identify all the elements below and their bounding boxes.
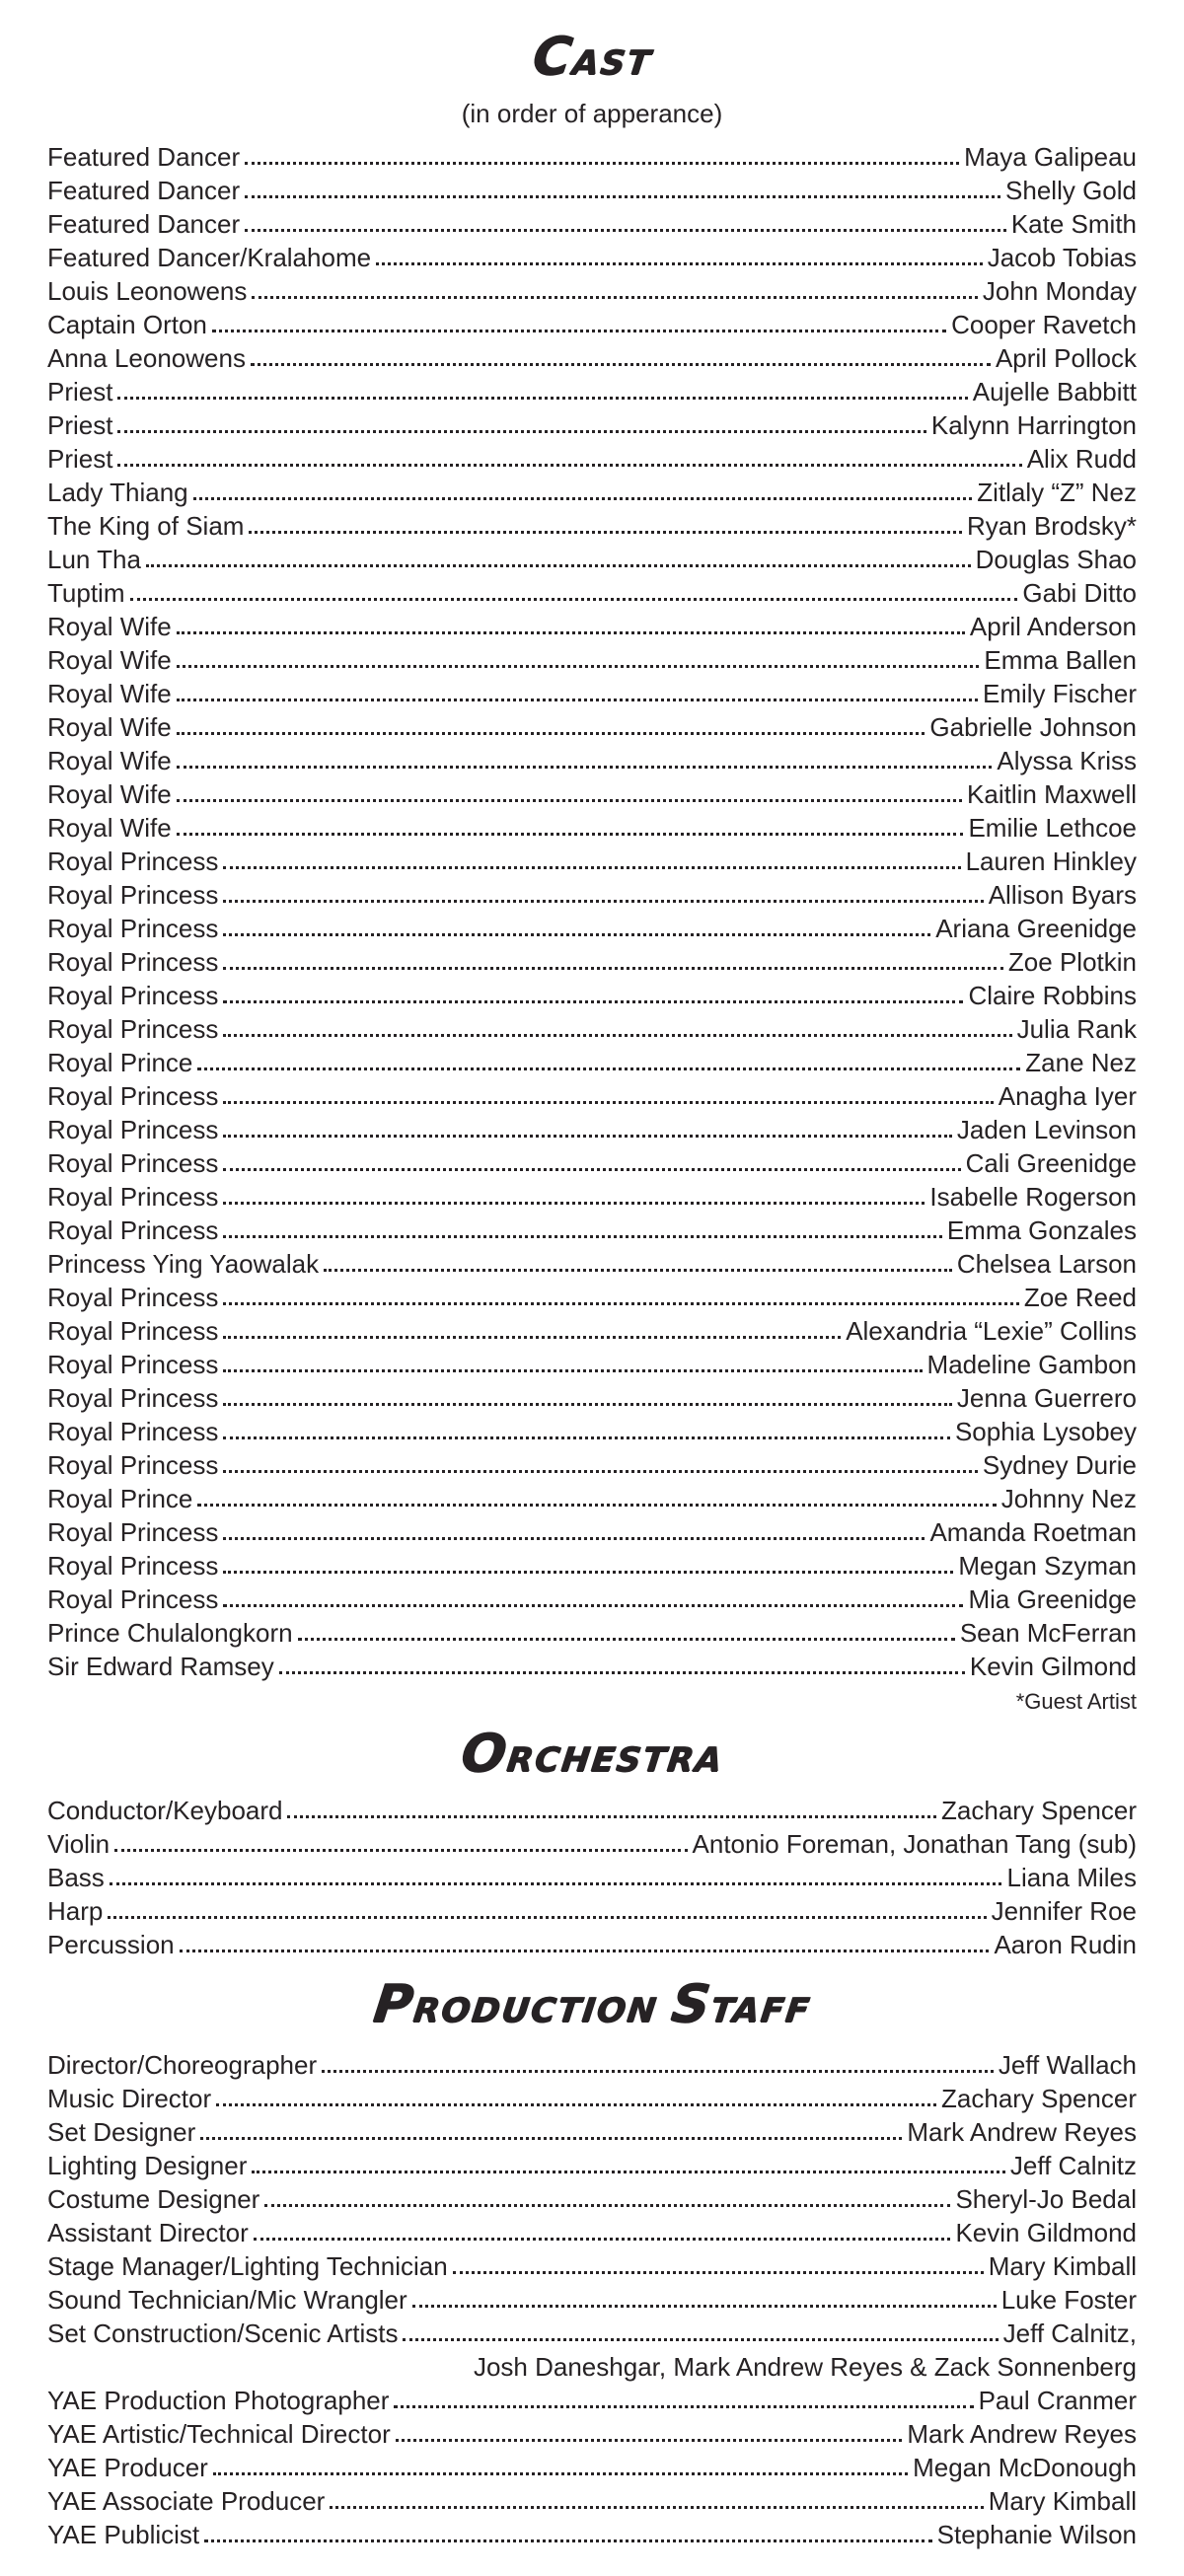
credit-row — [47, 1046, 1137, 1079]
dotted-leader — [197, 1504, 996, 1507]
credit-name: Emma Gonzales — [946, 1215, 1137, 1245]
title-word: PRODUCTION — [370, 1974, 660, 2034]
credit-row — [47, 677, 1137, 710]
credit-name: Claire Robbins — [968, 981, 1137, 1010]
credit-row — [47, 2249, 1137, 2283]
role-label: Royal Wife — [47, 645, 172, 675]
credit-row — [47, 1247, 1137, 1281]
role-label: Set Designer — [47, 2117, 196, 2147]
role-label: Lighting Designer — [47, 2151, 248, 2180]
title-word: CAST — [529, 27, 654, 87]
dotted-leader — [177, 799, 962, 802]
credit-row — [47, 442, 1137, 476]
dotted-leader — [249, 531, 962, 534]
credit-row — [47, 576, 1137, 610]
credit-row — [47, 2417, 1137, 2451]
credit-row — [47, 375, 1137, 408]
credit-row — [47, 710, 1137, 744]
credit-name: Jeff Calnitz — [1009, 2151, 1137, 2180]
credit-name: Mia Greenidge — [968, 1584, 1137, 1614]
credit-row — [47, 543, 1137, 576]
credit-name: Jenna Guerrero — [956, 1383, 1137, 1413]
credit-row — [47, 1482, 1137, 1515]
dotted-leader — [394, 2405, 973, 2408]
role-label: Lady Thiang — [47, 478, 188, 507]
credit-name: Gabi Ditto — [1022, 578, 1137, 608]
credit-name: Jacob Tobias — [987, 243, 1137, 272]
dotted-leader — [252, 296, 978, 299]
dotted-leader — [177, 732, 925, 735]
dotted-leader — [216, 2103, 936, 2106]
credit-row — [47, 1894, 1137, 1928]
dotted-leader — [146, 564, 971, 567]
credit-name: April Anderson — [969, 612, 1137, 641]
dotted-leader — [213, 2472, 908, 2475]
dotted-leader — [204, 2539, 932, 2542]
credit-row — [47, 1314, 1137, 1348]
credit-row — [47, 2484, 1137, 2518]
role-label: Music Director — [47, 2084, 212, 2113]
role-label: Royal Wife — [47, 779, 172, 809]
role-label: Royal Princess — [47, 1551, 219, 1581]
role-label: Bass — [47, 1863, 105, 1892]
dotted-leader — [223, 1537, 925, 1540]
role-label: Royal Prince — [47, 1484, 193, 1513]
dotted-leader — [223, 866, 960, 869]
credit-name: April Pollock — [995, 343, 1137, 373]
credit-row — [47, 1515, 1137, 1549]
credit-name: Jeff Wallach — [998, 2050, 1137, 2080]
credit-row — [47, 1616, 1137, 1650]
credit-row — [47, 509, 1137, 543]
role-label: YAE Production Photographer — [47, 2386, 390, 2415]
credit-name: Sydney Durie — [982, 1450, 1137, 1480]
role-label: Royal Princess — [47, 1283, 219, 1312]
dotted-leader — [223, 1436, 950, 1439]
role-label: Royal Princess — [47, 947, 219, 977]
credit-name: Kate Smith — [1010, 209, 1137, 239]
production-staff-list — [47, 2048, 1137, 2551]
role-label: Royal Princess — [47, 1182, 219, 1212]
dotted-leader — [223, 1571, 953, 1574]
credit-row — [47, 1113, 1137, 1146]
dotted-leader — [223, 1101, 993, 1104]
credit-row — [47, 845, 1137, 878]
dotted-leader — [245, 229, 1006, 232]
orchestra-list — [47, 1794, 1137, 1961]
dotted-leader — [403, 2338, 998, 2341]
dotted-leader — [130, 598, 1018, 601]
credit-row — [47, 643, 1137, 677]
role-label: Prince Chulalongkorn — [47, 1618, 293, 1648]
credit-name: Stephanie Wilson — [936, 2520, 1137, 2549]
credit-row — [47, 1582, 1137, 1616]
credit-name: Aaron Rudin — [994, 1930, 1137, 1959]
credit-name: Zachary Spencer — [941, 2084, 1137, 2113]
credit-name: Maya Galipeau — [964, 142, 1137, 172]
role-label: Royal Princess — [47, 1081, 219, 1111]
dotted-leader — [245, 162, 959, 165]
credit-name: Mary Kimball — [988, 2251, 1137, 2281]
credit-name: Zoe Reed — [1023, 1283, 1137, 1312]
dotted-leader — [412, 2305, 997, 2308]
role-label: Anna Leonowens — [47, 343, 246, 373]
role-label: Violin — [47, 1829, 111, 1859]
role-label: Royal Princess — [47, 1417, 219, 1446]
credit-name: Paul Cranmer — [978, 2386, 1137, 2415]
credit-row — [47, 1549, 1137, 1582]
dotted-leader — [324, 1269, 952, 1272]
credit-name: John Monday — [982, 276, 1137, 306]
dotted-leader — [223, 1470, 978, 1473]
role-label: Royal Princess — [47, 880, 219, 910]
dotted-leader — [251, 363, 991, 366]
dotted-leader — [322, 2070, 994, 2073]
dotted-leader — [254, 2238, 951, 2241]
dotted-leader — [223, 933, 930, 936]
role-label: Royal Prince — [47, 1048, 193, 1077]
credit-name: Douglas Shao — [975, 545, 1137, 574]
credit-name: Ryan Brodsky* — [967, 511, 1137, 541]
credit-row — [47, 1650, 1137, 1683]
role-label: Costume Designer — [47, 2184, 260, 2214]
role-label: Royal Princess — [47, 1014, 219, 1044]
dotted-leader — [223, 1302, 1018, 1305]
dotted-leader — [264, 2204, 950, 2207]
credit-row — [47, 140, 1137, 174]
role-label: The King of Siam — [47, 511, 245, 541]
title-word: ORCHESTRA — [457, 1724, 726, 1784]
dotted-leader — [177, 833, 964, 836]
credit-name: Anagha Iyer — [998, 1081, 1137, 1111]
role-label: Priest — [47, 410, 113, 440]
dotted-leader — [212, 330, 946, 332]
role-label: Lun Tha — [47, 545, 141, 574]
credit-name: Zitlaly “Z” Nez — [977, 478, 1137, 507]
credit-name: Aujelle Babbitt — [972, 377, 1137, 406]
role-label: YAE Publicist — [47, 2520, 200, 2549]
dotted-leader — [180, 1950, 990, 1952]
dotted-leader — [223, 1034, 1011, 1037]
credit-row — [47, 1861, 1137, 1894]
dotted-leader — [223, 1168, 960, 1171]
dotted-leader — [252, 2171, 1005, 2173]
dotted-leader — [279, 1671, 965, 1674]
dotted-leader — [223, 1336, 841, 1339]
role-label: Royal Wife — [47, 612, 172, 641]
credit-name: Jennifer Roe — [991, 1896, 1137, 1926]
role-label: Tuptim — [47, 578, 125, 608]
dotted-leader — [376, 262, 983, 265]
guest-artist-footnote: *Guest Artist — [1015, 1689, 1137, 1714]
credit-name: Allison Byars — [988, 880, 1137, 910]
credit-name: Mark Andrew Reyes — [907, 2419, 1137, 2449]
role-label: Royal Princess — [47, 1316, 219, 1346]
credit-row — [47, 945, 1137, 979]
role-label: Royal Princess — [47, 1350, 219, 1379]
credit-name: Kalynn Harrington — [930, 410, 1137, 440]
credit-name: Zane Nez — [1025, 1048, 1137, 1077]
credit-name: Emma Ballen — [984, 645, 1137, 675]
dotted-leader — [223, 967, 1003, 970]
role-label: Louis Leonowens — [47, 276, 248, 306]
dotted-leader — [110, 1882, 1002, 1885]
credit-row — [47, 476, 1137, 509]
credit-name: Mark Andrew Reyes — [907, 2117, 1137, 2147]
title-word: STAFF — [667, 1974, 813, 2034]
credit-name: Ariana Greenidge — [935, 914, 1137, 943]
credit-name: Antonio Foreman, Jonathan Tang (sub) — [692, 1829, 1137, 1859]
credit-name: Shelly Gold — [1005, 176, 1137, 205]
role-label: Sir Edward Ramsey — [47, 1652, 274, 1681]
credit-row — [47, 1827, 1137, 1861]
credit-name: Emily Fischer — [982, 679, 1137, 708]
production-staff-section-title — [43, 1974, 1141, 2038]
credit-row — [47, 2048, 1137, 2082]
dotted-leader — [298, 1638, 955, 1641]
credit-row — [47, 2317, 1137, 2350]
role-label: Stage Manager/Lighting Technician — [47, 2251, 448, 2281]
dotted-leader — [114, 1849, 687, 1852]
credit-row — [47, 1079, 1137, 1113]
credit-name: Kaitlin Maxwell — [967, 779, 1137, 809]
credit-row — [47, 610, 1137, 643]
credit-name: Amanda Roetman — [929, 1517, 1137, 1547]
dotted-leader — [453, 2271, 984, 2274]
credit-name: Sean McFerran — [959, 1618, 1137, 1648]
credit-name: Cali Greenidge — [965, 1148, 1137, 1178]
role-label: Featured Dancer/Kralahome — [47, 243, 372, 272]
credit-row — [47, 308, 1137, 341]
credit-name: Luke Foster — [1000, 2285, 1137, 2315]
credit-row — [47, 2283, 1137, 2317]
credit-name: Alix Rudd — [1026, 444, 1137, 474]
dotted-leader — [223, 900, 983, 903]
credit-name: Gabrielle Johnson — [929, 712, 1137, 742]
credit-row — [47, 2518, 1137, 2551]
dotted-leader — [396, 2439, 903, 2442]
credit-row — [47, 341, 1137, 375]
credit-row — [47, 1146, 1137, 1180]
role-label: Royal Princess — [47, 1383, 219, 1413]
credit-name: Julia Rank — [1016, 1014, 1137, 1044]
credit-name: Kevin Gilmond — [969, 1652, 1137, 1681]
role-label: Royal Princess — [47, 914, 219, 943]
credit-row — [47, 408, 1137, 442]
credit-row — [47, 811, 1137, 845]
role-label: Royal Princess — [47, 1215, 219, 1245]
credit-row — [47, 979, 1137, 1012]
credit-name: Megan McDonough — [913, 2453, 1137, 2482]
dotted-leader — [177, 631, 965, 634]
role-label: Princess Ying Yaowalak — [47, 1249, 320, 1279]
credit-row — [47, 2115, 1137, 2149]
dotted-leader — [223, 1369, 922, 1372]
credit-row — [47, 2082, 1137, 2115]
dotted-leader — [223, 1235, 941, 1238]
dotted-leader — [177, 665, 980, 668]
role-label: Featured Dancer — [47, 142, 241, 172]
dotted-leader — [117, 430, 925, 433]
dotted-leader — [223, 1135, 951, 1138]
credit-row — [47, 1448, 1137, 1482]
credit-row — [47, 777, 1137, 811]
credit-row — [47, 207, 1137, 241]
role-label: Percussion — [47, 1930, 175, 1959]
credit-name: Chelsea Larson — [956, 1249, 1137, 1279]
dotted-leader — [223, 1604, 963, 1607]
dotted-leader — [223, 1403, 951, 1406]
credit-name: Cooper Ravetch — [951, 310, 1137, 339]
dotted-leader — [200, 2137, 902, 2140]
credit-name: Isabelle Rogerson — [929, 1182, 1137, 1212]
credit-row — [47, 2451, 1137, 2484]
credit-name: Sheryl-Jo Bedal — [955, 2184, 1137, 2214]
credit-row — [47, 912, 1137, 945]
role-label: Royal Princess — [47, 846, 219, 876]
role-label: Royal Princess — [47, 1115, 219, 1144]
role-label: Royal Princess — [47, 1517, 219, 1547]
credit-name: Lauren Hinkley — [965, 846, 1137, 876]
cast-list — [47, 140, 1137, 1683]
credit-row — [47, 2384, 1137, 2417]
credit-row — [47, 2216, 1137, 2249]
role-label: Priest — [47, 444, 113, 474]
credit-row — [47, 744, 1137, 777]
credit-row — [47, 1381, 1137, 1415]
credit-name: Jeff Calnitz, — [1002, 2318, 1137, 2348]
dotted-leader — [197, 1067, 1020, 1070]
role-label: Sound Technician/Mic Wrangler — [47, 2285, 407, 2315]
cast-subtitle: (in order of apperance) — [461, 99, 723, 128]
dotted-leader — [177, 699, 978, 701]
role-label: Royal Wife — [47, 712, 172, 742]
credit-name: Madeline Gambon — [926, 1350, 1137, 1379]
credit-row — [47, 878, 1137, 912]
credit-name: Zoe Plotkin — [1007, 947, 1137, 977]
credit-name: Alyssa Kriss — [997, 746, 1137, 775]
role-label: Priest — [47, 377, 113, 406]
dotted-leader — [245, 195, 1000, 198]
role-label: Royal Princess — [47, 981, 219, 1010]
credit-name: Jaden Levinson — [956, 1115, 1137, 1144]
credit-name: Alexandria “Lexie” Collins — [846, 1316, 1137, 1346]
role-label: YAE Artistic/Technical Director — [47, 2419, 391, 2449]
orchestra-section-title — [43, 1724, 1141, 1788]
credit-name: Emilie Lethcoe — [968, 813, 1137, 843]
role-label: Royal Princess — [47, 1450, 219, 1480]
role-label: Director/Choreographer — [47, 2050, 318, 2080]
credit-row — [47, 1348, 1137, 1381]
credit-row — [47, 1281, 1137, 1314]
credit-row — [47, 2149, 1137, 2182]
role-label: Assistant Director — [47, 2218, 249, 2247]
credit-name: Sophia Lysobey — [954, 1417, 1137, 1446]
credit-name: Zachary Spencer — [941, 1796, 1137, 1825]
role-label: Harp — [47, 1896, 104, 1926]
dotted-leader — [330, 2506, 983, 2509]
credit-name: Johnny Nez — [1000, 1484, 1137, 1513]
role-label: YAE Associate Producer — [47, 2486, 326, 2516]
role-label: Conductor/Keyboard — [47, 1796, 283, 1825]
credit-row — [47, 174, 1137, 207]
credit-name: Kevin Gildmond — [955, 2218, 1137, 2247]
credit-name: Megan Szyman — [958, 1551, 1137, 1581]
role-label: Royal Princess — [47, 1584, 219, 1614]
dotted-leader — [223, 1202, 925, 1205]
role-label: Featured Dancer — [47, 176, 241, 205]
credit-row — [47, 1180, 1137, 1214]
dotted-leader — [108, 1916, 986, 1919]
dotted-leader — [287, 1815, 936, 1818]
role-label: Featured Dancer — [47, 209, 241, 239]
role-label: Royal Wife — [47, 813, 172, 843]
credit-name: Mary Kimball — [988, 2486, 1137, 2516]
credit-row — [47, 1012, 1137, 1046]
role-label: Royal Wife — [47, 679, 172, 708]
credit-row — [47, 2182, 1137, 2216]
dotted-leader — [177, 766, 993, 769]
credit-row — [47, 274, 1137, 308]
role-label: Royal Princess — [47, 1148, 219, 1178]
dotted-leader — [117, 464, 1021, 467]
role-label: Set Construction/Scenic Artists — [47, 2318, 399, 2348]
credit-row — [47, 1794, 1137, 1827]
credit-name: Liana Miles — [1006, 1863, 1137, 1892]
cast-section-title — [43, 27, 1141, 91]
credit-name-continuation: Josh Daneshgar, Mark Andrew Reyes & Zack Sonnenberg — [473, 2352, 1137, 2382]
credit-row — [47, 1928, 1137, 1961]
credit-row — [47, 1214, 1137, 1247]
role-label: Captain Orton — [47, 310, 207, 339]
credit-row — [47, 1415, 1137, 1448]
dotted-leader — [193, 497, 973, 500]
role-label: YAE Producer — [47, 2453, 208, 2482]
dotted-leader — [223, 1000, 963, 1003]
role-label: Royal Wife — [47, 746, 172, 775]
credit-row — [47, 241, 1137, 274]
dotted-leader — [117, 397, 967, 400]
